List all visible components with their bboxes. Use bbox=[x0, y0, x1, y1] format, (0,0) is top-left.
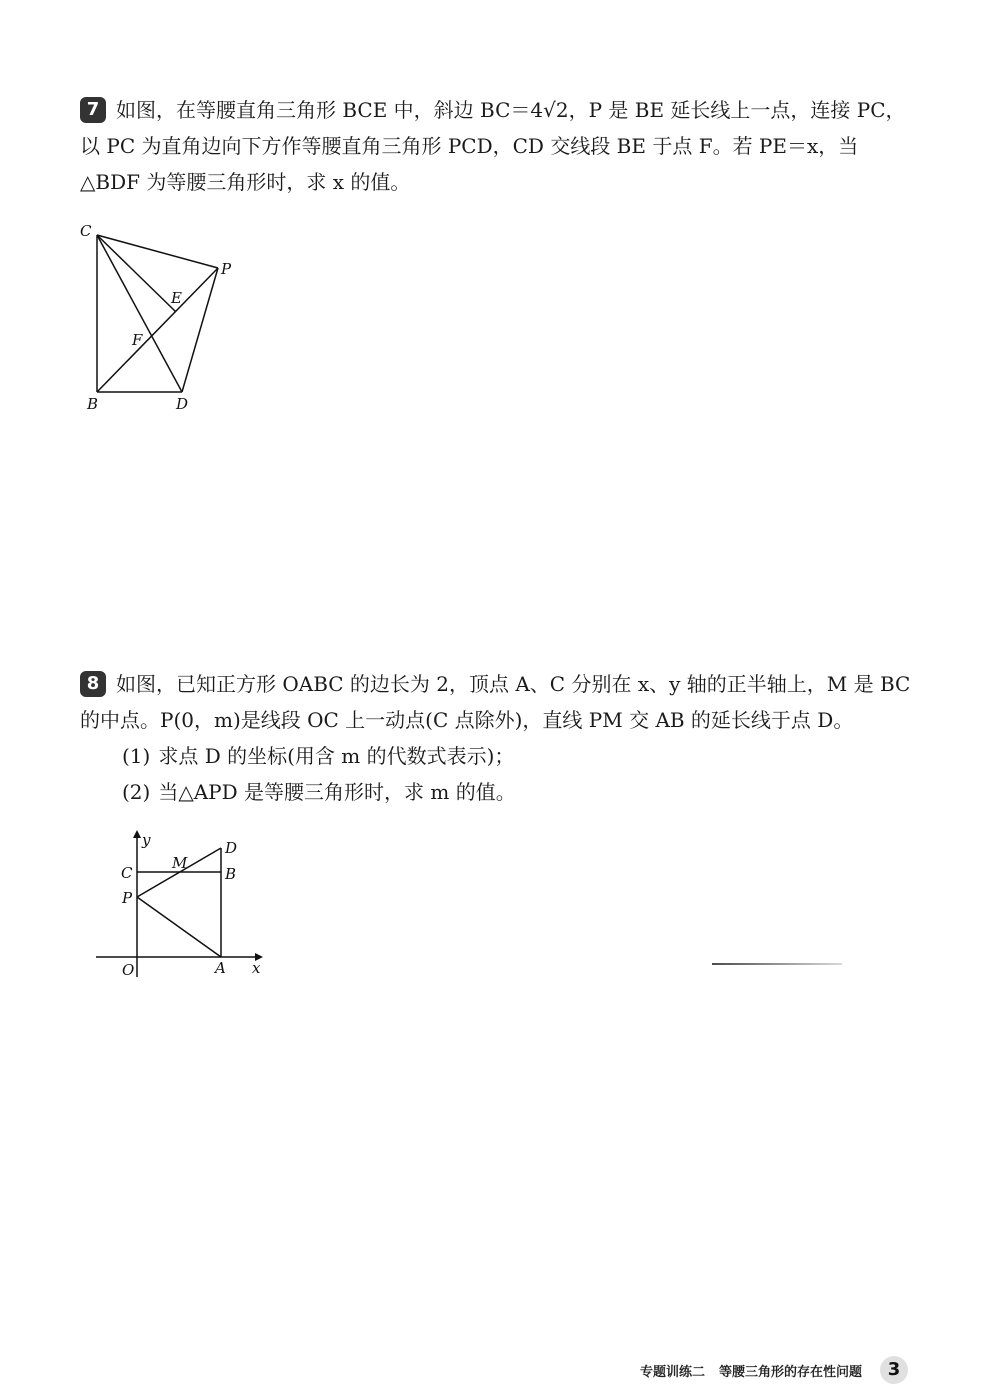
label-M: M bbox=[172, 854, 188, 872]
problem-8-sub-1 bbox=[80, 738, 910, 774]
label-P: P bbox=[221, 260, 232, 278]
problem-7-diagram bbox=[70, 215, 250, 420]
label-D: D bbox=[176, 395, 189, 413]
problem-8-figure bbox=[90, 825, 280, 994]
problem-7 bbox=[80, 92, 910, 200]
problem-7-number-badge: 7 bbox=[80, 97, 106, 123]
label-O: O bbox=[122, 961, 135, 979]
problem-8-line-2: 的中点。P(0，m)是线段 OC 上一动点(C 点除外)，直线 PM 交 AB 的延长线于点 D。 bbox=[80, 708, 854, 732]
label-F: F bbox=[132, 331, 143, 349]
label-D: D bbox=[225, 839, 238, 857]
label-y: y bbox=[142, 831, 151, 849]
label-B: B bbox=[225, 865, 237, 883]
label-P: P bbox=[122, 889, 133, 907]
sub-2-text: 当△APD 是等腰三角形时，求 m 的值。 bbox=[158, 780, 516, 804]
segment-CP bbox=[97, 235, 218, 268]
footer-series: 专题训练二 bbox=[640, 1364, 706, 1380]
problem-8-text-1: 如图，已知正方形 OABC 的边长为 2，顶点 A、C 分别在 x、y 轴的正半轴上，M 是 BC bbox=[116, 672, 911, 696]
problem-7-line-2: 以 PC 为直角边向下方作等腰直角三角形 PCD，CD 交线段 BE 于点 F。若 PE＝x，当 bbox=[80, 134, 859, 158]
label-E: E bbox=[171, 289, 182, 307]
label-B: B bbox=[87, 395, 99, 413]
page-number: 3 bbox=[880, 1356, 908, 1384]
problem-8-number-badge: 8 bbox=[80, 671, 106, 697]
problem-7-line-1 bbox=[80, 92, 910, 128]
label-C: C bbox=[121, 864, 133, 882]
problem-8-line-1 bbox=[80, 666, 910, 702]
problem-8-diagram bbox=[90, 825, 280, 990]
sub-1-text: 求点 D 的坐标(用含 m 的代数式表示)； bbox=[158, 744, 515, 768]
problem-8-sub-2 bbox=[80, 774, 910, 810]
sub-2-label: (2) bbox=[122, 780, 151, 804]
label-C: C bbox=[80, 222, 92, 240]
segment-CD bbox=[97, 235, 182, 392]
page-footer bbox=[640, 1356, 908, 1384]
segment-PA bbox=[137, 897, 221, 957]
label-x: x bbox=[252, 959, 261, 977]
footer-topic: 等腰三角形的存在性问题 bbox=[719, 1364, 863, 1380]
problem-8 bbox=[80, 666, 910, 810]
problem-7-line-3: △BDF 为等腰三角形时，求 x 的值。 bbox=[80, 170, 411, 194]
scan-artifact-line bbox=[712, 963, 842, 965]
label-A: A bbox=[215, 959, 226, 977]
y-axis-arrow bbox=[133, 830, 141, 838]
sub-1-label: (1) bbox=[122, 744, 151, 768]
problem-7-text-1: 如图，在等腰直角三角形 BCE 中，斜边 BC＝4√2，P 是 BE 延长线上一点，连接 PC， bbox=[116, 98, 906, 122]
problem-7-figure bbox=[70, 215, 250, 424]
